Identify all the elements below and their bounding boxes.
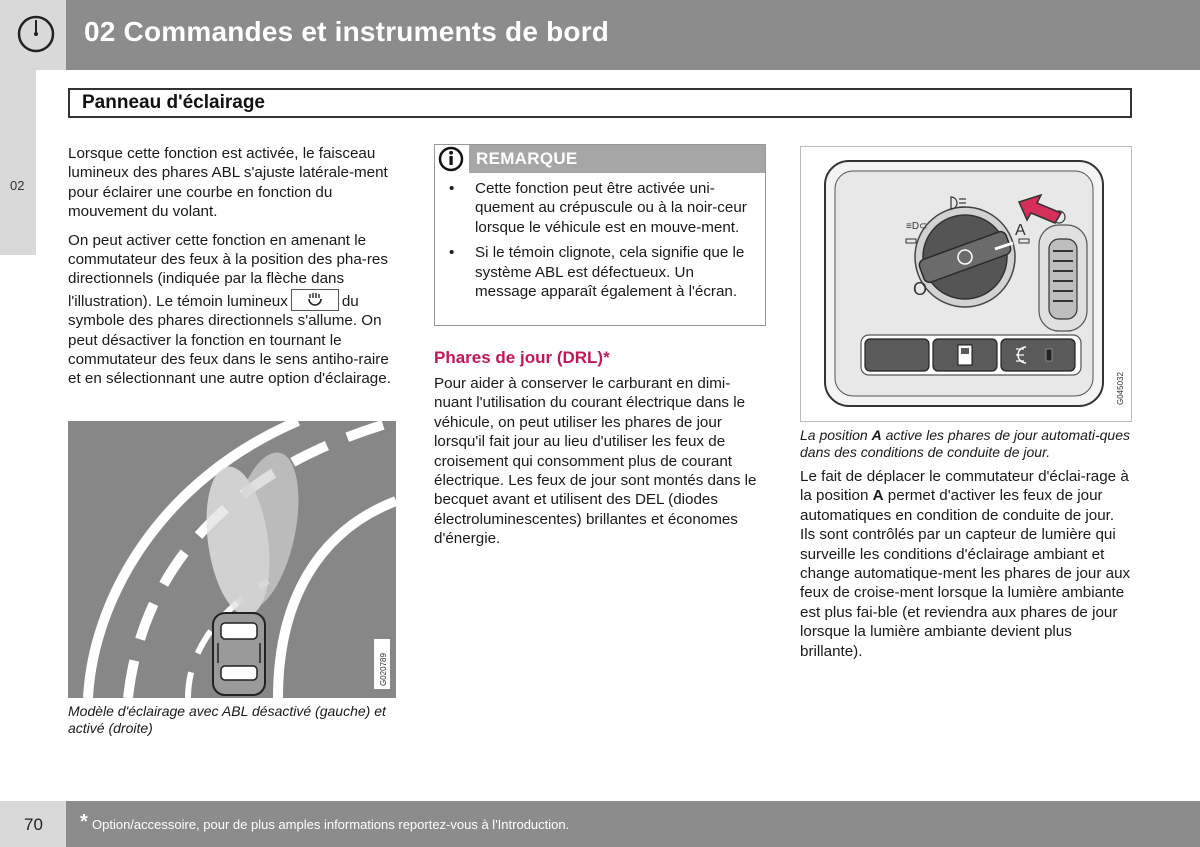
- bullet: •: [449, 244, 455, 262]
- section-title: Panneau d'éclairage: [82, 92, 265, 113]
- figure-caption: Modèle d'éclairage avec ABL désactivé (gauche) et activé (droite): [68, 703, 386, 736]
- paragraph: Pour aider à conserver le carburant en dimi-nuant l'utilisation du courant électrique dans le véhicule, on peut utiliser les phares de jour lorsqu'il fait jour au lieu d'utiliser les feux de croisement qui consomment plus de courant électrique. Les feux de jour sont montés dans le becquet avant et utilisent des DEL (diodes électroluminescentes) brillantes et économes d'énergie.: [434, 375, 757, 548]
- speedometer-icon: [16, 14, 56, 54]
- caption-text: active les phares de jour automati-ques dans des conditions de conduite de jour.: [800, 427, 1130, 460]
- light-switch-illustration: [800, 146, 1132, 422]
- header-icon-box: [0, 0, 66, 70]
- page-number-box: [0, 801, 66, 847]
- page-number: 70: [24, 815, 43, 834]
- paragraph: [800, 467, 1132, 661]
- paragraph-text: On peut activer cette fonction en amenant le commutateur des feux à la position des pha-res directionnels (indiquée par la flèche dans l'illustration). Le témoin lumineux: [68, 231, 388, 310]
- footnote: Option/accessoire, pour de plus amples informations reportez-vous à l'Introduction.: [92, 817, 570, 832]
- paragraph-bold: A: [872, 487, 884, 505]
- paragraph-text: du symbole des phares directionnels s'allume. On peut désactiver la fonction en tournant le commutateur des feux dans le sens antiho-raire et en sélectionnant une autre option d'éclairage.: [68, 292, 391, 388]
- section-heading-box: [68, 88, 1132, 118]
- paragraph-text: Le fait de déplacer le commutateur d'éclai-rage à la position: [800, 468, 1129, 505]
- chapter-tab-label: 02: [10, 178, 25, 193]
- fuel-pump-icon: [958, 345, 972, 365]
- note-box: [434, 144, 766, 326]
- position-a-label: A: [1015, 222, 1026, 239]
- chapter-title: 02 Commandes et instruments de bord: [84, 16, 610, 47]
- note-list: [447, 179, 757, 307]
- caption-text: La position: [800, 427, 872, 443]
- note-icon-box: [435, 145, 469, 173]
- paragraph: [68, 231, 400, 389]
- list-item: [447, 243, 757, 301]
- footnote-star: *: [80, 811, 88, 833]
- abl-illustration: [68, 421, 396, 698]
- list-item-text: Si le témoin clignote, cela signifie que le système ABL est défectueux. Un message apparaît également à l'écran.: [475, 244, 745, 301]
- chapter-tab: [0, 70, 36, 255]
- footer-bar: [66, 801, 1200, 847]
- header-bar: [66, 0, 1200, 70]
- note-title: REMARQUE: [476, 149, 578, 168]
- column-right: [800, 467, 1132, 673]
- svg-text:≡D⊂: ≡D⊂: [906, 221, 928, 232]
- note-header: [435, 145, 765, 173]
- subsection-heading: Phares de jour (DRL)*: [434, 348, 610, 367]
- list-item: [447, 179, 757, 237]
- figure-caption: [800, 427, 1132, 461]
- caption-bold: A: [871, 427, 882, 443]
- info-icon: [435, 145, 469, 173]
- list-item-text: Cette fonction peut être activée uni-quement au crépuscule ou à la noir-ceur lorsque le véhicule est en mouve-ment.: [475, 180, 747, 236]
- car-icon: [213, 613, 265, 695]
- column-middle: [434, 374, 764, 561]
- column-left: [68, 144, 400, 401]
- paragraph-text: permet d'activer les feux de jour automatiques en condition de conduite de jour. Ils sont contrôlés par un capteur de lumière qui surveille les conditions d'éclairage ambiant et change automatique-ment les phares de jour aux feux de croise-ment lorsque la lumière ambiante est plus fai-ble (et reviendra aux phares de jour lorsque la lumière ambiante devient plus brillante).: [800, 487, 1131, 660]
- figure-code: G045032: [1116, 372, 1125, 405]
- paragraph: Lorsque cette fonction est activée, le faisceau lumineux des phares ABL s'ajuste latérale-ment pour éclairer une courbe en fonction du mouvement du volant.: [68, 145, 388, 221]
- headlight-beam-icon: [291, 289, 339, 311]
- position-o-label: O: [913, 279, 928, 299]
- bullet: •: [449, 180, 455, 197]
- figure-code: G020789: [379, 653, 388, 686]
